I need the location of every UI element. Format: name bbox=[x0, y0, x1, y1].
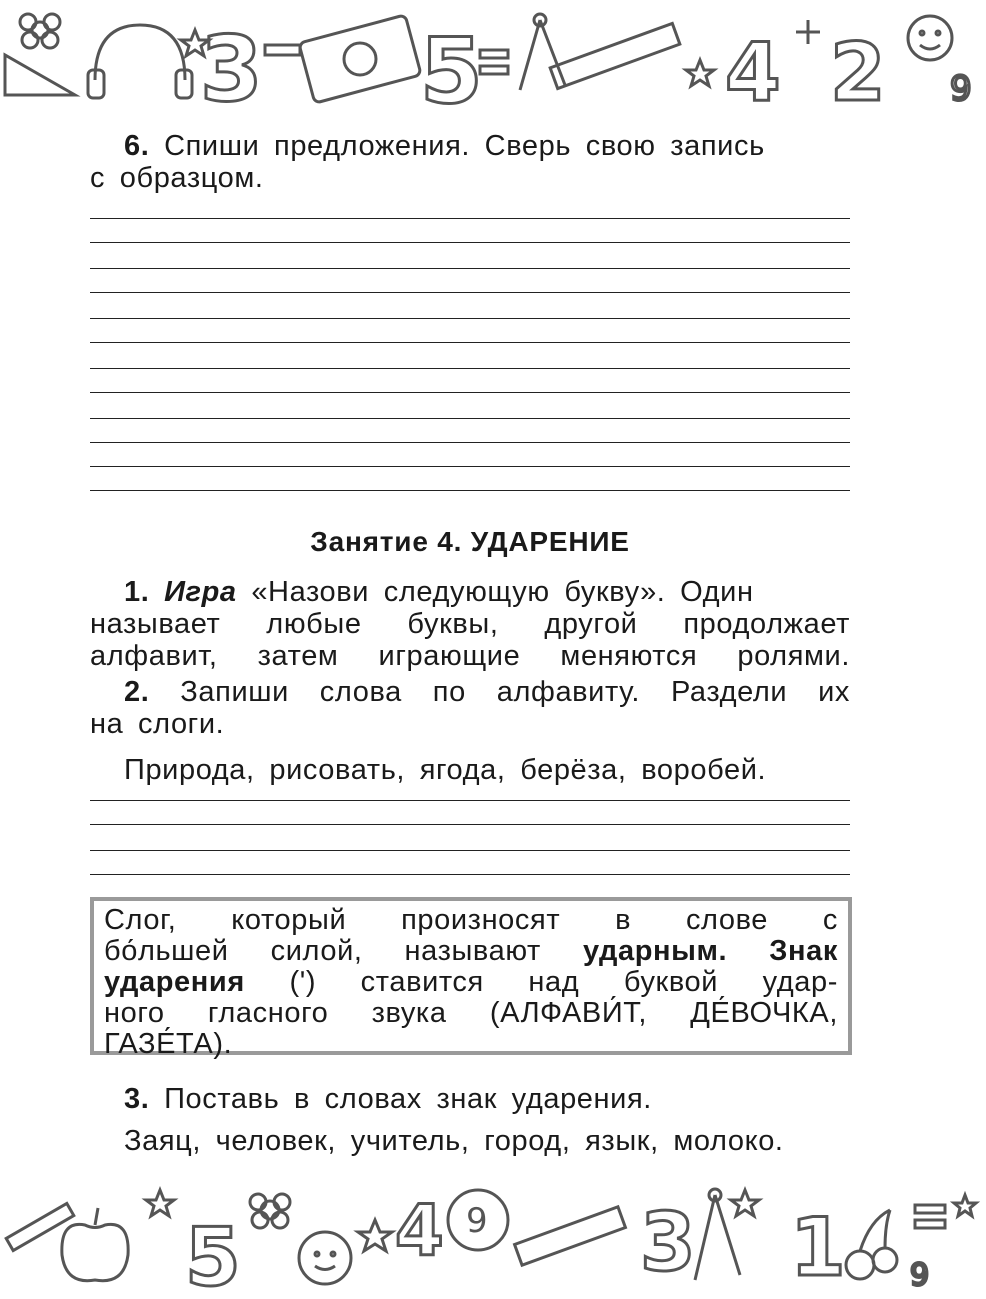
task-3-line-1 bbox=[90, 1083, 850, 1115]
task-1-line-1 bbox=[90, 576, 850, 608]
equals-icon bbox=[480, 50, 508, 74]
task-number: 6. bbox=[124, 130, 150, 162]
task-number: 3. bbox=[124, 1083, 150, 1115]
compass-icon bbox=[520, 14, 565, 90]
bottom-decorative-border bbox=[0, 1180, 986, 1299]
flower-icon bbox=[20, 14, 60, 48]
triangle-ruler-icon bbox=[5, 55, 75, 95]
writing-line bbox=[90, 442, 850, 443]
svg-text:3: 3 bbox=[640, 1196, 696, 1289]
star-icon-2 bbox=[686, 60, 714, 86]
writing-line bbox=[90, 268, 850, 269]
star-icon-4 bbox=[954, 1195, 976, 1216]
rule-term: ударения bbox=[104, 966, 245, 998]
rule-line-5: ГАЗЕ́ТА). bbox=[104, 1028, 233, 1060]
writing-line bbox=[90, 824, 850, 825]
star-icon-2 bbox=[358, 1220, 392, 1251]
writing-line bbox=[90, 318, 850, 319]
task-6 bbox=[90, 130, 850, 194]
writing-line bbox=[90, 218, 850, 219]
task-number: 1. bbox=[124, 576, 150, 608]
number-9-icon-2 bbox=[910, 1258, 929, 1293]
task-1 bbox=[90, 576, 850, 672]
task-text: «Назови следующую букву». Один bbox=[251, 576, 754, 608]
task-3 bbox=[90, 1083, 850, 1157]
rule-line-4: ного гласного звука (АЛФАВИ́Т, ДЕ́ВОЧКА, bbox=[104, 997, 838, 1029]
top-decorative-border bbox=[0, 0, 986, 112]
svg-text:9: 9 bbox=[950, 69, 972, 109]
task-text: Запиши слова по алфавиту. Раздели их bbox=[180, 676, 850, 708]
svg-text:9: 9 bbox=[910, 1258, 930, 1293]
apple-icon bbox=[62, 1208, 128, 1281]
rule-line-2 bbox=[104, 936, 838, 967]
star-icon-3 bbox=[731, 1190, 759, 1216]
rule-line-3 bbox=[104, 967, 838, 998]
ruler-icon bbox=[515, 1207, 626, 1265]
rule-box bbox=[90, 897, 852, 1060]
svg-text:2: 2 bbox=[830, 26, 886, 112]
cherry-icon bbox=[846, 1210, 897, 1279]
game-label: Игра bbox=[164, 576, 237, 608]
task-text: Поставь в словах знак ударения. bbox=[164, 1083, 652, 1115]
task-2 bbox=[90, 676, 850, 786]
star-icon bbox=[146, 1190, 174, 1216]
task-1-line-2: называет любые буквы, другой продолжает bbox=[90, 608, 850, 640]
boy-face-icon bbox=[299, 1232, 351, 1284]
svg-text:1: 1 bbox=[790, 1201, 846, 1294]
writing-line bbox=[90, 242, 850, 243]
rule-term: ударным. bbox=[582, 935, 728, 967]
writing-line bbox=[90, 490, 850, 491]
number-3-icon bbox=[200, 17, 263, 112]
svg-text:4: 4 bbox=[725, 26, 781, 112]
plus-sign-icon bbox=[796, 20, 820, 44]
svg-text:5: 5 bbox=[185, 1211, 241, 1299]
equals-icon bbox=[915, 1205, 945, 1228]
rule-line-1: Слог, который произносят в слове с bbox=[104, 904, 838, 936]
number-9-icon bbox=[950, 69, 972, 109]
minus-sign-icon bbox=[265, 45, 300, 55]
svg-text:3: 3 bbox=[200, 17, 263, 112]
writing-line bbox=[90, 850, 850, 851]
banknote-icon bbox=[299, 15, 421, 103]
number-3-icon bbox=[640, 1196, 696, 1289]
number-2-icon bbox=[830, 26, 886, 112]
svg-text:9: 9 bbox=[466, 1201, 488, 1241]
task-6-line-1 bbox=[90, 130, 850, 162]
task-2-words: Природа, рисовать, ягода, берёза, воробей. bbox=[124, 754, 767, 786]
number-1-icon bbox=[790, 1201, 846, 1294]
writing-line bbox=[90, 368, 850, 369]
writing-line bbox=[90, 418, 850, 419]
flower-icon bbox=[250, 1194, 290, 1228]
task-3-words: Заяц, человек, учитель, город, язык, молоко. bbox=[124, 1125, 784, 1157]
headphones-icon bbox=[88, 25, 192, 98]
lesson-title: Занятие 4. УДАРЕНИЕ bbox=[310, 526, 630, 557]
task-text: Спиши предложения. Сверь свою запись bbox=[164, 130, 765, 162]
svg-text:4: 4 bbox=[395, 1190, 444, 1272]
task-number: 2. bbox=[124, 676, 150, 708]
smiley-icon bbox=[908, 16, 952, 60]
number-5-icon bbox=[185, 1211, 241, 1299]
writing-line bbox=[90, 392, 850, 393]
task-6-line-2: с образцом. bbox=[90, 162, 264, 194]
task-1-line-3: алфавит, затем играющие меняются ролями. bbox=[90, 640, 850, 672]
task-2-line-2: на слоги. bbox=[90, 708, 225, 740]
writing-line bbox=[90, 800, 850, 801]
ruler-icon bbox=[550, 23, 680, 88]
number-4-icon bbox=[725, 26, 781, 112]
task-2-line-1 bbox=[90, 676, 850, 708]
number-5-icon bbox=[420, 19, 483, 112]
writing-line bbox=[90, 342, 850, 343]
writing-line bbox=[90, 466, 850, 467]
rule-text: (ʹ) ставится над буквой удар- bbox=[289, 966, 838, 998]
writing-line bbox=[90, 874, 850, 875]
number-4-icon bbox=[395, 1190, 444, 1272]
writing-line bbox=[90, 292, 850, 293]
number-9-icon bbox=[448, 1190, 508, 1250]
rule-text: бо́льшей силой, называют bbox=[104, 935, 541, 967]
rule-term: Знак bbox=[769, 935, 838, 967]
svg-text:5: 5 bbox=[420, 19, 483, 112]
